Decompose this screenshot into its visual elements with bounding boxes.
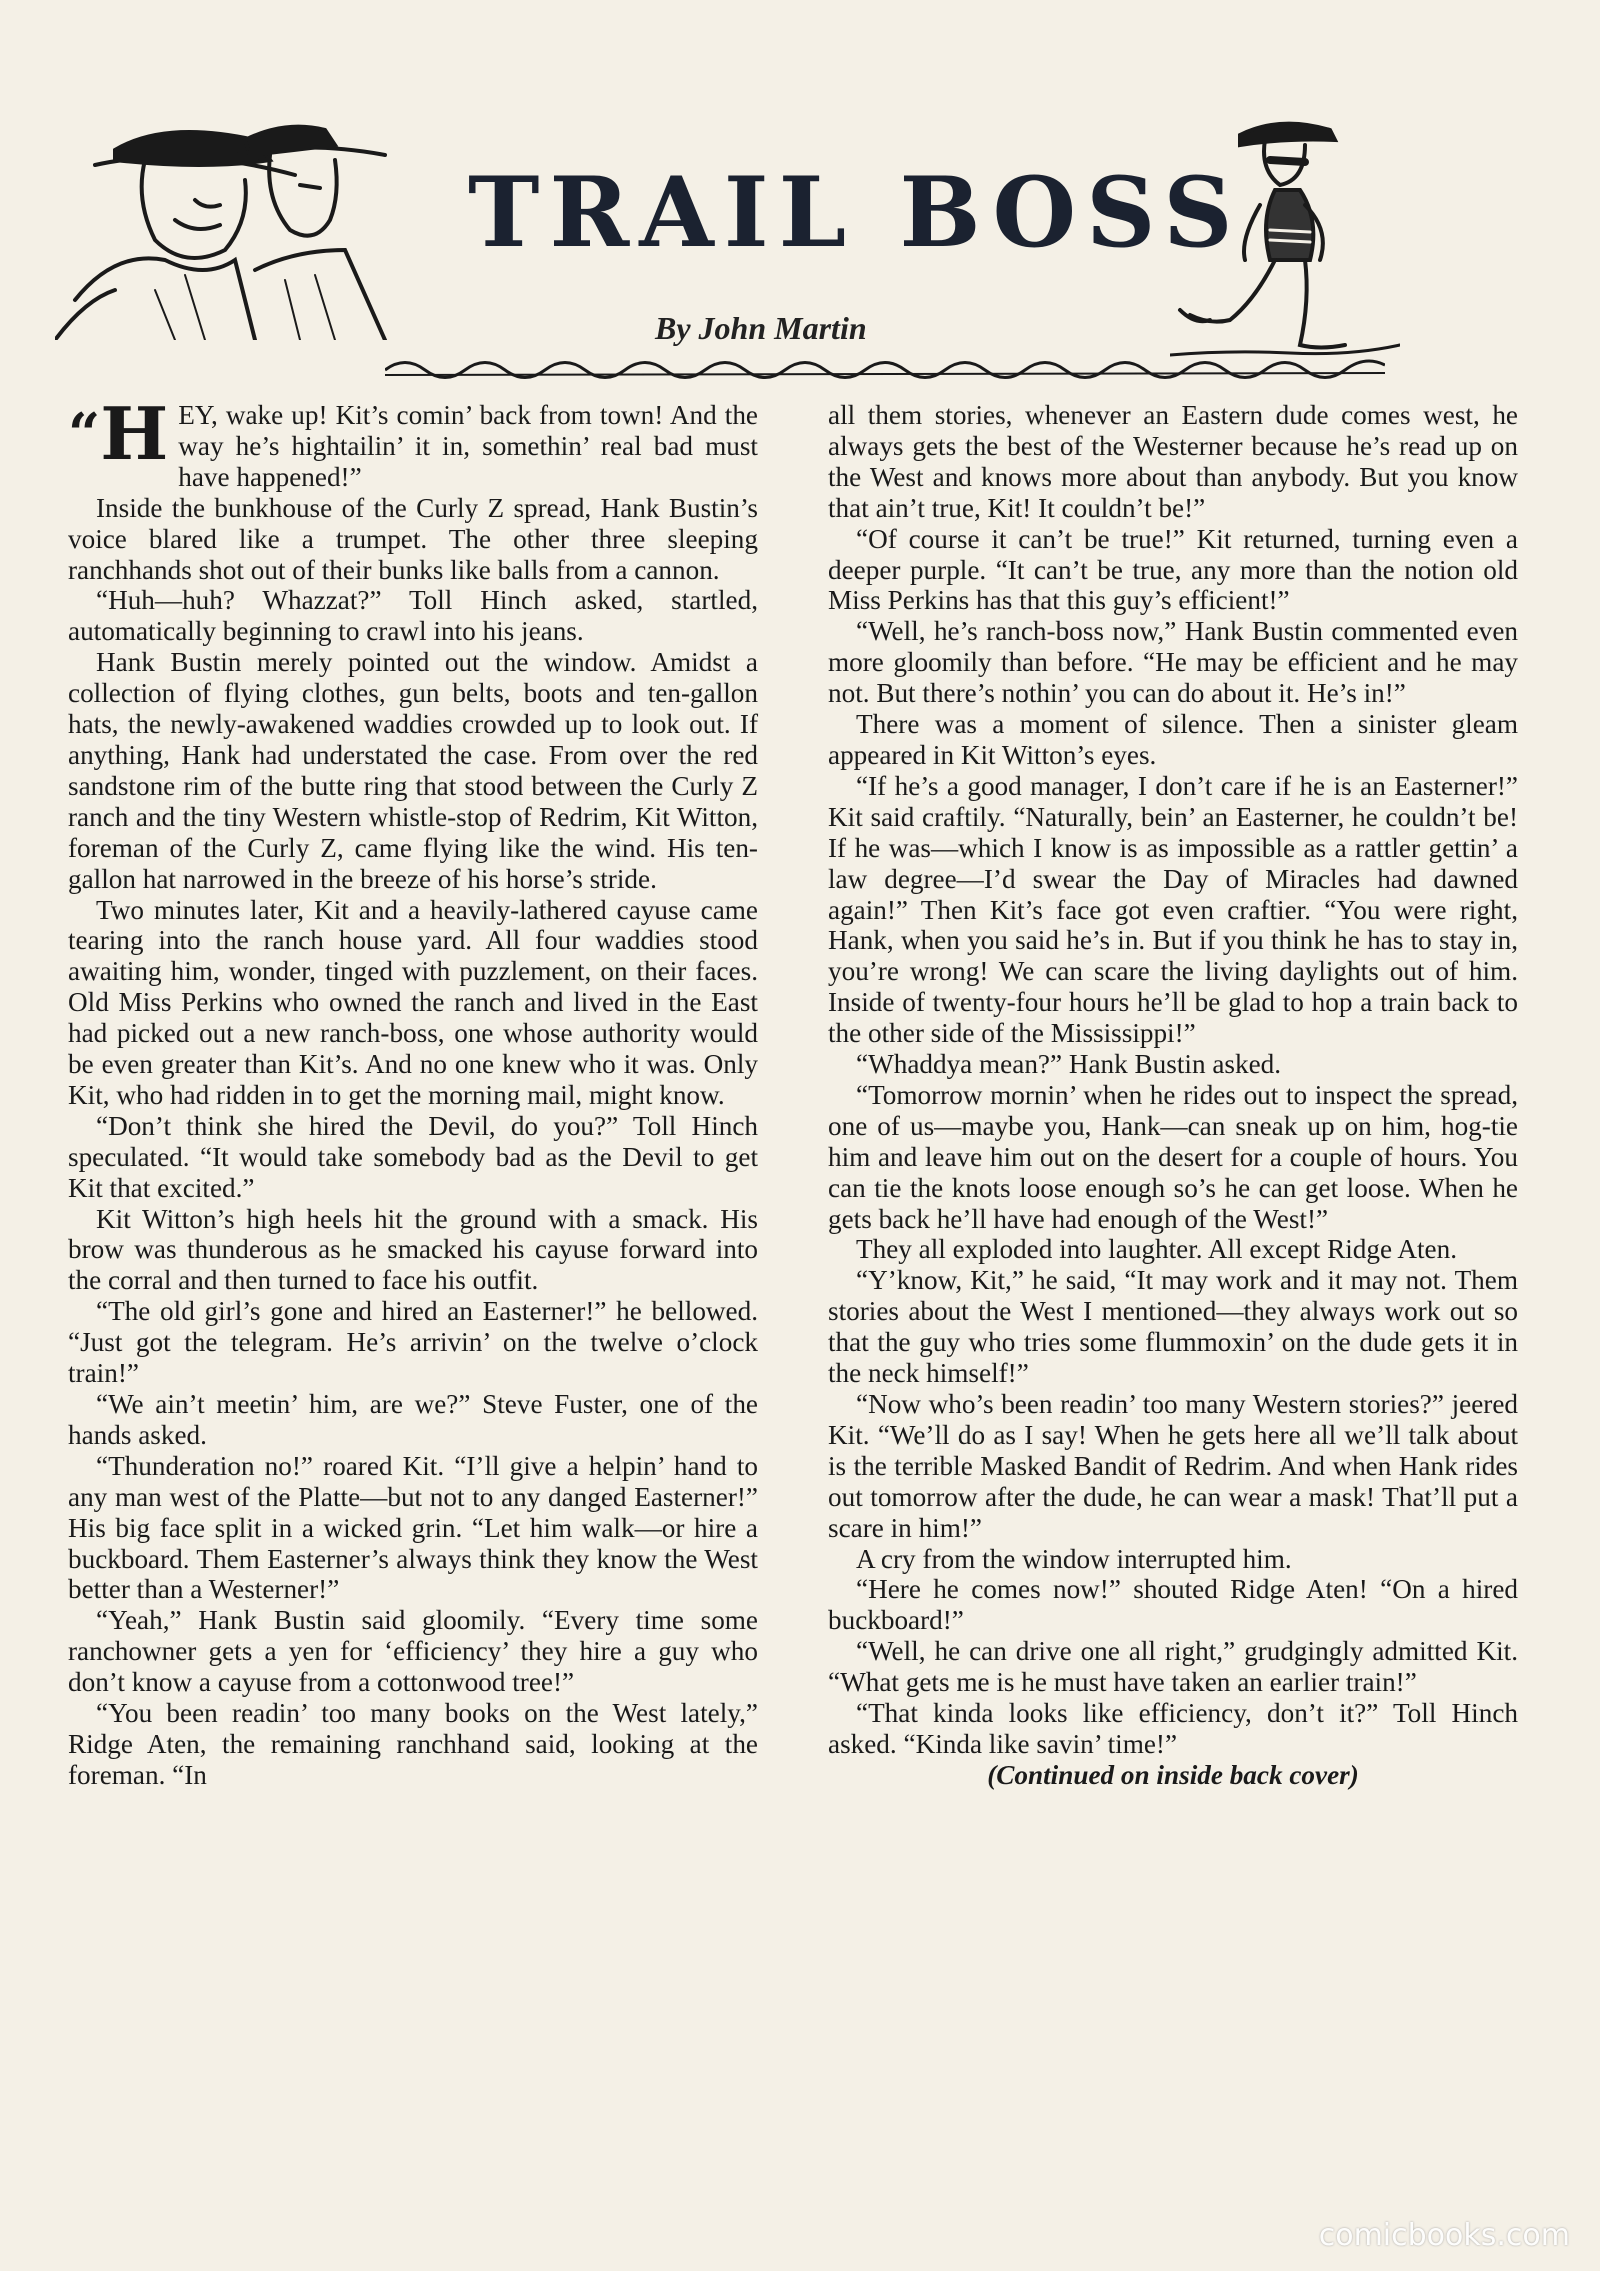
paragraph: They all exploded into laughter. All except Ridge Aten. xyxy=(856,1234,1458,1265)
paragraph: “Huh—huh? Whazzat?” Toll Hinch asked, startled, automatically beginning to crawl into his jeans. xyxy=(68,585,758,647)
paragraph: “Well, he can drive one all right,” grudgingly admitted Kit. “What gets me is he must have taken an earlier train!” xyxy=(828,1636,1518,1698)
paragraph: Kit Witton’s high heels hit the ground with a smack. His brow was thunderous as he smacked his cayuse forward into the corral and then turned to face his outfit. xyxy=(68,1203,758,1296)
paragraph: Two minutes later, Kit and a heavily-lathered cayuse came tearing into the ranch house yard. All four waddies stood awaiting him, wonder, tinged with puzzlement, on their faces. Old Miss Perkins who owned the ranch and lived in the East had picked out a new ranch-boss, one whose authority would be even greater than Kit’s. And no one knew who it was. Only Kit, who had ridden in to get the morning mail, might know. xyxy=(68,894,758,1110)
story-title: TRAIL BOSS xyxy=(468,156,1243,269)
walking-cowboy-illustration xyxy=(1170,110,1400,365)
story-header xyxy=(0,0,1600,395)
continued-note: (Continued on inside back cover) xyxy=(987,1759,1359,1790)
paragraph: “If he’s a good manager, I don’t care if he is an Easterner!” Kit said craftily. “Naturally, bein’ an Easterner, he couldn’t be! If he was—which I know is as impossible as a rattler gettin’ a law degree—I’d swear the Day of Miracles had dawned again!” Then Kit’s face got even craftier. “You were right, Hank, when you said he’s in. But if you think he has to stay in, you’re wrong! We can scare the living daylights out of him. Inside of twenty-four hours he’ll be glad to hop a train back to the other side of the Mississippi!” xyxy=(828,770,1518,1049)
paragraph: “Of course it can’t be true!” Kit returned, turning even a deeper purple. “It can’t be true, any more than the notion old Miss Perkins has that this guy’s efficient!” xyxy=(828,523,1518,616)
paragraph: “The old girl’s gone and hired an Easterner!” he bellowed. “Just got the telegram. He’s arrivin’ on the twelve o’clock train!” xyxy=(68,1296,758,1389)
paragraph: all them stories, whenever an Eastern dude comes west, he always gets the best of the Westerner because he’s read up on the West and knows more about than anybody. But you know that ain’t true, Kit! It couldn’t be!” xyxy=(828,400,1518,523)
paragraph: Hank Bustin merely pointed out the window. Amidst a collection of flying clothes, gun belts, boots and ten-gallon hats, the newly-awakened waddies crowded up to look out. If anything, Hank had understated the case. From over the red sandstone rim of the butte ring that stood between the Curly Z ranch and the tiny Western whistle-stop of Redrim, Kit Witton, foreman of the Curly Z, came flying like the wind. His ten-gallon hat narrowed in the breeze of his horse’s stride. xyxy=(68,647,758,894)
paragraph: “We ain’t meetin’ him, are we?” Steve Fuster, one of the hands asked. xyxy=(68,1389,758,1450)
paragraph: “That kinda looks like efficiency, don’t it?” Toll Hinch asked. “Kinda like savin’ time!” xyxy=(828,1698,1518,1759)
drop-cap: “H xyxy=(68,391,169,476)
paragraph: There was a moment of silence. Then a sinister gleam appeared in Kit Witton’s eyes. xyxy=(828,709,1518,770)
paragraph: “You been readin’ too many books on the West lately,” Ridge Aten, the remaining ranchhand said, looking at the foreman. “In xyxy=(68,1698,758,1790)
paragraph: “Here he comes now!” shouted Ridge Aten! “On a hired buckboard!” xyxy=(828,1574,1518,1636)
paragraph: “Now who’s been readin’ too many Western stories?” jeered Kit. “We’ll do as I say! When he gets here all we’ll talk about is the terrible Masked Bandit of Redrim. And when Hank rides out tomorrow after the dude, he can wear a mask! That’ll put a scare in him!” xyxy=(828,1389,1518,1543)
paragraph: “Tomorrow mornin’ when he rides out to inspect the spread, one of us—maybe you, Hank—can sneak up on him, hog-tie him and leave him out on the desert for a couple of hours. You can tie the knots loose enough so’s he can get loose. When he gets back he’ll have had enough of the West!” xyxy=(828,1079,1518,1234)
opening-paragraph: “H EY, wake up! Kit’s comin’ back from town! And the way he’s hightailin’ it in, somethin’ real bad must have happened!” xyxy=(68,391,758,492)
paragraph: “Well, he’s ranch-boss now,” Hank Bustin commented even more gloomily than before. “He may be efficient and he may not. But there’s nothin’ you can do about it. He’s in!” xyxy=(828,616,1518,709)
text-column-right xyxy=(828,400,1518,1791)
paragraph: “Don’t think she hired the Devil, do you?” Toll Hinch speculated. “It would take somebody bad as the Devil to get Kit that excited.” xyxy=(68,1110,758,1203)
paragraph: A cry from the window interrupted him. xyxy=(856,1543,1292,1574)
paragraph: “Thunderation no!” roared Kit. “I’ll give a helpin’ hand to any man west of the Platte—but not to any danged Easterner!” His big face split in a wicked grin. “Let him walk—or hire a buckboard. Them Easterner’s always think they know the West better than a Westerner!” xyxy=(68,1450,758,1605)
paragraph: “Y’know, Kit,” he said, “It may work and it may not. Them stories about the West I mentioned—they always work out so that the guy who tries some flummoxin’ on the dude gets it in the neck himself!” xyxy=(828,1265,1518,1389)
byline: By John Martin xyxy=(655,310,867,346)
paragraph: “Yeah,” Hank Bustin said gloomily. “Every time some ranchowner gets a yen for ‘efficiency’ they hire a guy who don’t know a cayuse from a cottonwood tree!” xyxy=(68,1605,758,1698)
text-column-left xyxy=(68,391,758,1791)
site-watermark: comicbooks.com xyxy=(1318,2218,1570,2253)
cowboys-illustration xyxy=(55,100,475,340)
decorative-squiggle-divider xyxy=(385,345,1385,385)
paragraph: “Whaddya mean?” Hank Bustin asked. xyxy=(856,1049,1282,1080)
paragraph: Inside the bunkhouse of the Curly Z spread, Hank Bustin’s voice blared like a trumpet. The other three sleeping ranchhands shot out of their bunks like balls from a cannon. xyxy=(68,492,758,585)
